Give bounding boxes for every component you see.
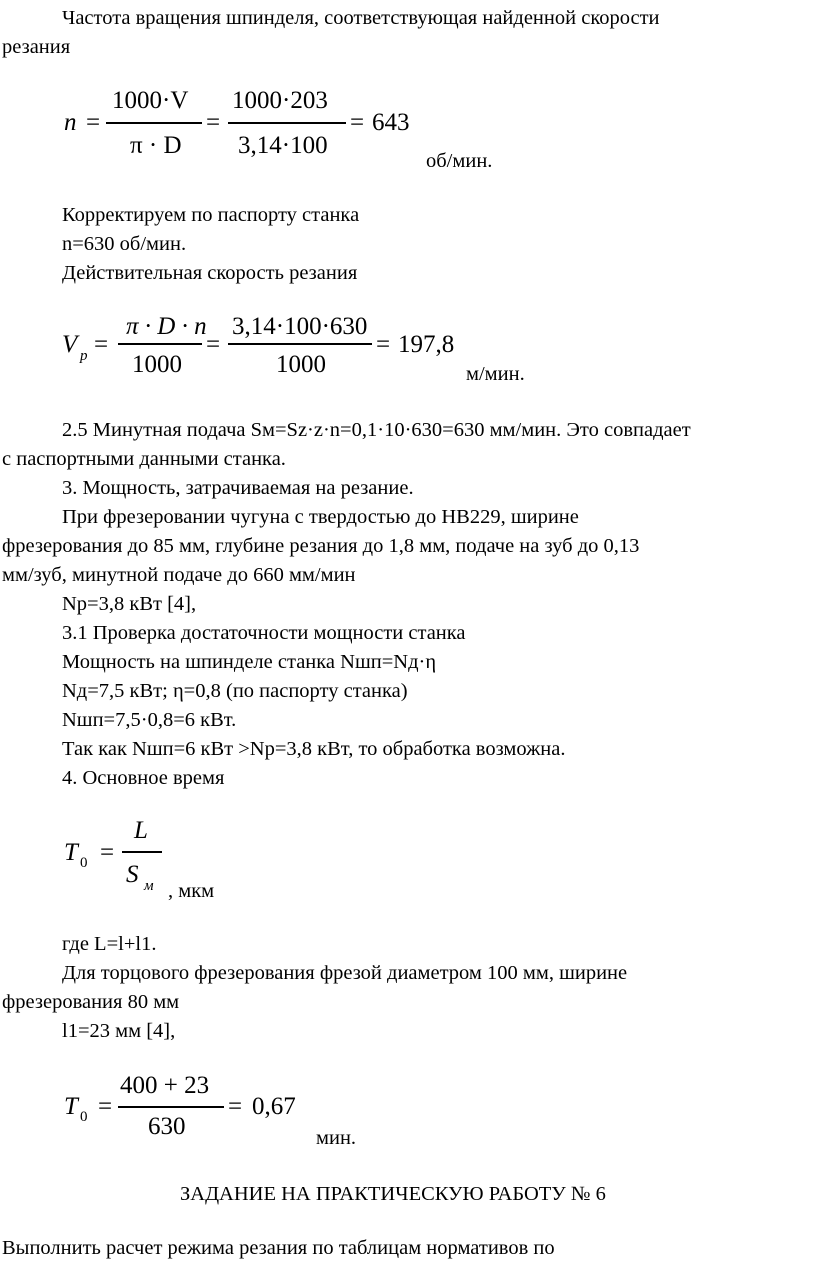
text-line: Выполнить расчет режима резания по таблицам нормативов по <box>2 1237 555 1259</box>
text-line: резания <box>2 36 71 58</box>
fraction-denominator: S <box>126 861 139 888</box>
fraction-denominator-subscript: м <box>144 878 154 894</box>
text-line: 4. Основное время <box>62 767 225 789</box>
fraction-numerator: 400 + 23 <box>120 1072 210 1099</box>
formula-lhs-subscript: 0 <box>80 855 88 871</box>
text-line: l1=23 мм [4], <box>62 1020 176 1042</box>
fraction-denominator: 1000 <box>132 351 182 378</box>
formula-lhs: T <box>64 1093 78 1120</box>
text-line: фрезерования 80 мм <box>2 991 180 1013</box>
fraction-numerator: 3,14·100·630 <box>232 313 368 340</box>
fraction-bar <box>228 122 346 124</box>
formula-lhs-subscript: p <box>80 348 88 364</box>
fraction-numerator: 1000·V <box>112 87 189 114</box>
equals-sign: = <box>206 109 221 136</box>
unit-label: м/мин. <box>466 363 525 385</box>
fraction-bar <box>106 122 202 124</box>
section-heading: ЗАДАНИЕ НА ПРАКТИЧЕСКУЮ РАБОТУ № 6 <box>180 1183 606 1205</box>
formula-lhs: V <box>62 331 78 358</box>
text-line: Корректируем по паспорту станка <box>62 204 360 226</box>
formula-lhs-subscript: 0 <box>80 1109 88 1125</box>
unit-label: , мкм <box>168 880 215 902</box>
text-line: n=630 об/мин. <box>62 233 187 255</box>
text-line: с паспортными данными станка. <box>2 448 286 470</box>
formula-lhs: n <box>64 109 77 136</box>
equals-sign: = <box>98 1093 113 1120</box>
text-line: Для торцового фрезерования фрезой диаметром 100 мм, ширине <box>62 962 628 984</box>
text-line: 2.5 Минутная подача Sм=Sz·z·n=0,1·10·630=630 мм/мин. Это совпадает <box>62 419 691 441</box>
fraction-bar <box>228 343 372 345</box>
text-line: При фрезеровании чугуна с твердостью до НВ229, ширине <box>62 506 579 528</box>
fraction-denominator: π · D <box>130 132 182 159</box>
formula-result: 197,8 <box>398 331 455 358</box>
equals-sign: = <box>228 1093 243 1120</box>
fraction-bar <box>118 343 202 345</box>
formula-result: 0,67 <box>252 1093 296 1120</box>
fraction-denominator: 630 <box>148 1113 186 1140</box>
text-line: где L=l+l1. <box>62 933 157 955</box>
text-line: Частота вращения шпинделя, соответствующая найденной скорости <box>62 7 660 29</box>
equals-sign: = <box>100 839 115 866</box>
unit-label: об/мин. <box>426 150 493 172</box>
equals-sign: = <box>350 109 365 136</box>
text-line: 3. Мощность, затрачиваемая на резание. <box>62 477 414 499</box>
fraction-bar <box>122 851 162 853</box>
text-line: Nшп=7,5·0,8=6 кВт. <box>62 709 237 731</box>
equals-sign: = <box>206 331 221 358</box>
text-line: Nр=3,8 кВт [4], <box>62 593 197 615</box>
unit-label: мин. <box>316 1127 357 1149</box>
text-line: Действительная скорость резания <box>62 262 358 284</box>
equals-sign: = <box>94 331 109 358</box>
text-line: 3.1 Проверка достаточности мощности станка <box>62 622 466 644</box>
fraction-numerator: 1000·203 <box>232 87 328 114</box>
fraction-numerator: π · D · n <box>126 313 207 340</box>
fraction-numerator: L <box>134 817 148 844</box>
text-line: Мощность на шпинделе станка Nшп=Nд·η <box>62 651 437 673</box>
fraction-denominator: 3,14·100 <box>238 132 328 159</box>
fraction-bar <box>118 1106 224 1108</box>
text-line: Так как Nшп=6 кВт >Nр=3,8 кВт, то обработка возможна. <box>62 738 566 760</box>
formula-lhs: T <box>64 839 78 866</box>
formula-result: 643 <box>372 109 410 136</box>
equals-sign: = <box>86 109 101 136</box>
fraction-denominator: 1000 <box>276 351 326 378</box>
text-line: мм/зуб, минутной подаче до 660 мм/мин <box>2 564 356 586</box>
text-line: фрезерования до 85 мм, глубине резания до 1,8 мм, подаче на зуб до 0,13 <box>2 535 640 557</box>
text-line: Nд=7,5 кВт; η=0,8 (по паспорту станка) <box>62 680 408 702</box>
equals-sign: = <box>376 331 391 358</box>
